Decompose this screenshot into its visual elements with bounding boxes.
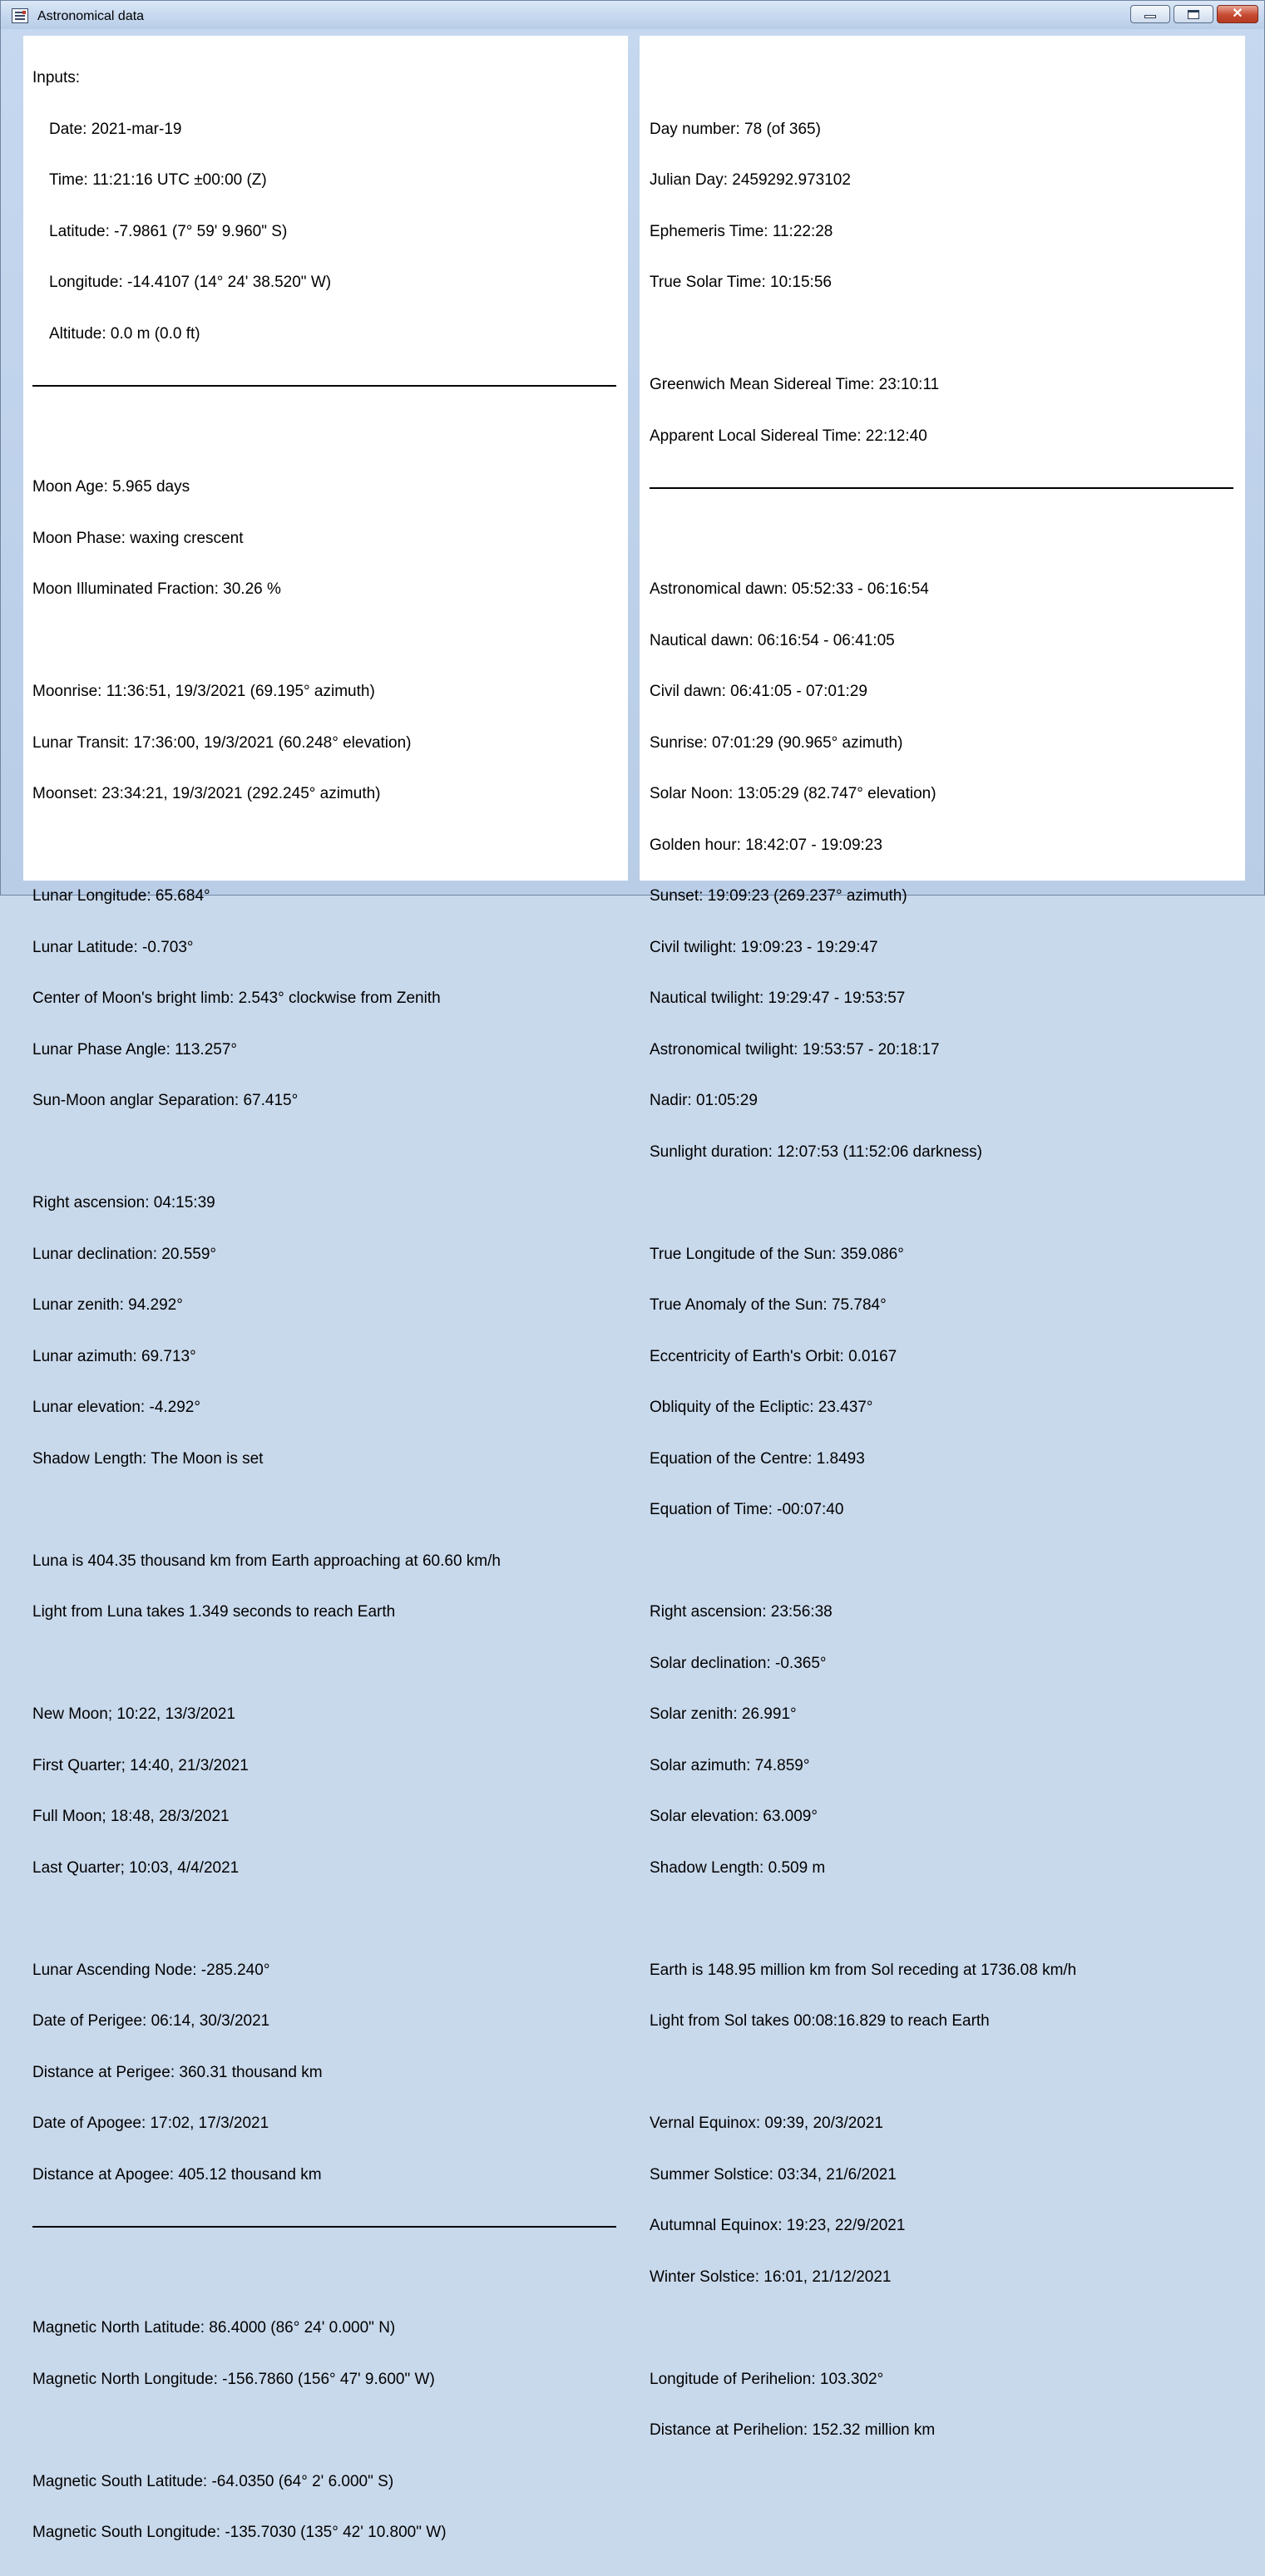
moon-illuminated-fraction: Moon Illuminated Fraction: 30.26 % <box>32 580 281 598</box>
nadir: Nadir: 01:05:29 <box>650 1092 758 1109</box>
sun-data-text <box>650 36 1233 2474</box>
bright-limb: Center of Moon's bright limb: 2.543° clockwise from Zenith <box>32 989 441 1007</box>
inputs-heading: Inputs: <box>32 69 81 86</box>
equation-of-time: Equation of Time: -00:07:40 <box>650 1501 844 1518</box>
equation-of-centre: Equation of the Centre: 1.8493 <box>650 1449 865 1468</box>
sunrise: Sunrise: 07:01:29 (90.965° azimuth) <box>650 733 903 752</box>
luna-distance: Luna is 404.35 thousand km from Earth approaching at 60.60 km/h <box>32 1552 501 1570</box>
magnetic-south-latitude: Magnetic South Latitude: -64.0350 (64° 2' 6.000" S) <box>32 2472 394 2490</box>
date-of-perigee: Date of Perigee: 06:14, 30/3/2021 <box>32 2012 270 2030</box>
input-date: Date: 2021-mar-19 <box>49 120 182 138</box>
moon-age: Moon Age: 5.965 days <box>32 478 190 496</box>
civil-dawn: Civil dawn: 06:41:05 - 07:01:29 <box>650 683 867 700</box>
solar-declination: Solar declination: -0.365° <box>650 1654 827 1672</box>
astronomical-dawn: Astronomical dawn: 05:52:33 - 06:16:54 <box>650 580 929 598</box>
lunar-phase-angle: Lunar Phase Angle: 113.257° <box>32 1040 237 1059</box>
apparent-local-sidereal-time: Apparent Local Sidereal Time: 22:12:40 <box>650 427 927 445</box>
divider <box>32 2218 616 2235</box>
magnetic-north-latitude: Magnetic North Latitude: 86.4000 (86° 24' 0.000" N) <box>32 2319 396 2337</box>
lunar-right-ascension: Right ascension: 04:15:39 <box>32 1194 215 1212</box>
minimize-icon <box>1144 15 1156 18</box>
magnetic-south-longitude: Magnetic South Longitude: -135.7030 (135° 42' 10.800" W) <box>32 2524 447 2541</box>
earth-sol-distance: Earth is 148.95 million km from Sol receding at 1736.08 km/h <box>650 1961 1077 1979</box>
solar-elevation: Solar elevation: 63.009° <box>650 1808 818 1825</box>
true-longitude-sun: True Longitude of the Sun: 359.086° <box>650 1245 904 1263</box>
true-anomaly-sun: True Anomaly of the Sun: 75.784° <box>650 1296 887 1314</box>
gmst: Greenwich Mean Sidereal Time: 23:10:11 <box>650 376 940 393</box>
input-longitude: Longitude: -14.4107 (14° 24' 38.520" W) <box>49 274 332 291</box>
solar-azimuth: Solar azimuth: 74.859° <box>650 1756 810 1774</box>
solar-zenith: Solar zenith: 26.991° <box>650 1705 797 1723</box>
civil-twilight: Civil twilight: 19:09:23 - 19:29:47 <box>650 938 878 956</box>
input-altitude: Altitude: 0.0 m (0.0 ft) <box>49 324 200 343</box>
magnetic-north-longitude: Magnetic North Longitude: -156.7860 (156° 47' 9.600" W) <box>32 2370 435 2388</box>
lunar-azimuth: Lunar azimuth: 69.713° <box>32 1347 196 1365</box>
maximize-button[interactable] <box>1174 5 1213 23</box>
input-time: Time: 11:21:16 UTC ±00:00 (Z) <box>49 171 267 189</box>
lunar-elevation: Lunar elevation: -4.292° <box>32 1399 200 1416</box>
astronomical-twilight: Astronomical twilight: 19:53:57 - 20:18:17 <box>650 1040 940 1059</box>
lunar-zenith: Lunar zenith: 94.292° <box>32 1296 183 1314</box>
day-number: Day number: 78 (of 365) <box>650 120 821 138</box>
distance-at-perihelion: Distance at Perihelion: 152.32 million km <box>650 2421 936 2439</box>
eccentricity: Eccentricity of Earth's Orbit: 0.0167 <box>650 1347 897 1365</box>
title-bar[interactable] <box>1 1 1264 29</box>
winter-solstice: Winter Solstice: 16:01, 21/12/2021 <box>650 2268 892 2286</box>
close-button[interactable] <box>1217 5 1258 23</box>
moon-phase: Moon Phase: waxing crescent <box>32 529 244 547</box>
moon-data-text <box>32 36 616 2576</box>
last-quarter: Last Quarter; 10:03, 4/4/2021 <box>32 1858 240 1877</box>
nautical-dawn: Nautical dawn: 06:16:54 - 06:41:05 <box>650 631 895 649</box>
solar-noon: Solar Noon: 13:05:29 (82.747° elevation) <box>650 785 936 802</box>
autumnal-equinox: Autumnal Equinox: 19:23, 22/9/2021 <box>650 2217 906 2234</box>
window-title: Astronomical data <box>37 9 145 23</box>
julian-day: Julian Day: 2459292.973102 <box>650 171 851 189</box>
luna-light-time: Light from Luna takes 1.349 seconds to reach Earth <box>32 1603 396 1621</box>
lunar-declination: Lunar declination: 20.559° <box>32 1245 216 1263</box>
obliquity: Obliquity of the Ecliptic: 23.437° <box>650 1399 873 1416</box>
moonset: Moonset: 23:34:21, 19/3/2021 (292.245° azimuth) <box>32 785 381 802</box>
lunar-shadow-length: Shadow Length: The Moon is set <box>32 1449 264 1468</box>
new-moon: New Moon; 10:22, 13/3/2021 <box>32 1705 236 1723</box>
golden-hour: Golden hour: 18:42:07 - 19:09:23 <box>650 836 882 854</box>
lunar-ascending-node: Lunar Ascending Node: -285.240° <box>32 1961 270 1979</box>
solar-right-ascension: Right ascension: 23:56:38 <box>650 1603 833 1621</box>
first-quarter: First Quarter; 14:40, 21/3/2021 <box>32 1756 249 1774</box>
summer-solstice: Summer Solstice: 03:34, 21/6/2021 <box>650 2165 897 2184</box>
input-latitude: Latitude: -7.9861 (7° 59' 9.960" S) <box>49 222 288 240</box>
sol-light-time: Light from Sol takes 00:08:16.829 to reach Earth <box>650 2012 990 2030</box>
full-moon: Full Moon; 18:48, 28/3/2021 <box>32 1808 230 1825</box>
nautical-twilight: Nautical twilight: 19:29:47 - 19:53:57 <box>650 989 906 1007</box>
distance-at-perigee: Distance at Perigee: 360.31 thousand km <box>32 2063 323 2081</box>
true-solar-time: True Solar Time: 10:15:56 <box>650 274 832 291</box>
ephemeris-time: Ephemeris Time: 11:22:28 <box>650 222 833 240</box>
longitude-of-perihelion: Longitude of Perihelion: 103.302° <box>650 2370 884 2388</box>
divider <box>650 479 1233 496</box>
minimize-button[interactable] <box>1130 5 1170 23</box>
app-table-icon[interactable] <box>12 8 28 23</box>
lunar-transit: Lunar Transit: 17:36:00, 19/3/2021 (60.248° elevation) <box>32 733 412 752</box>
moonrise: Moonrise: 11:36:51, 19/3/2021 (69.195° azimuth) <box>32 683 375 700</box>
sunset: Sunset: 19:09:23 (269.237° azimuth) <box>650 887 907 905</box>
close-icon: ✕ <box>1232 7 1243 21</box>
divider <box>32 377 616 394</box>
solar-shadow-length: Shadow Length: 0.509 m <box>650 1858 826 1877</box>
lunar-longitude: Lunar Longitude: 65.684° <box>32 887 210 905</box>
moon-data-panel[interactable] <box>23 36 628 2541</box>
vernal-equinox: Vernal Equinox: 09:39, 20/3/2021 <box>650 2115 884 2132</box>
sun-moon-separation: Sun-Moon anglar Separation: 67.415° <box>32 1092 299 1109</box>
sunlight-duration: Sunlight duration: 12:07:53 (11:52:06 darkness) <box>650 1142 982 1161</box>
maximize-icon <box>1188 10 1199 19</box>
sun-data-panel[interactable] <box>640 36 1245 2439</box>
lunar-latitude: Lunar Latitude: -0.703° <box>32 938 194 956</box>
distance-at-apogee: Distance at Apogee: 405.12 thousand km <box>32 2165 322 2184</box>
date-of-apogee: Date of Apogee: 17:02, 17/3/2021 <box>32 2115 269 2132</box>
